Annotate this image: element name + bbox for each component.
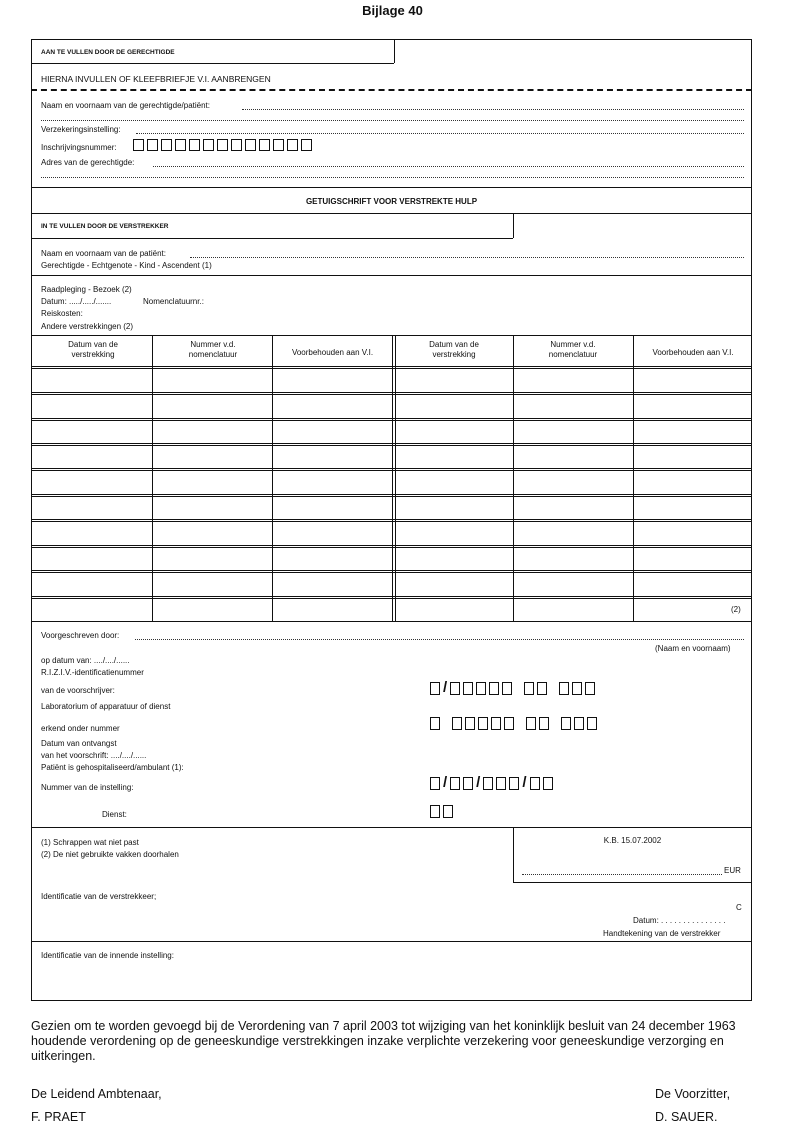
inschrijving-digit-box[interactable]: [175, 139, 186, 151]
table-col-line: [633, 335, 634, 621]
raadpleging-line: Raadpleging - Bezoek (2): [41, 285, 132, 294]
table-header-nummer-2: Nummer v.d. nomenclatuur: [548, 340, 598, 359]
inschrijving-digit-box[interactable]: [217, 139, 228, 151]
footer-right-title: De Voorzitter,: [655, 1087, 731, 1101]
table-col-line: [395, 335, 396, 621]
table-row-line: [31, 418, 752, 419]
patient-field[interactable]: [190, 257, 744, 258]
naam-voornaam-hint: (Naam en voornaam): [655, 644, 731, 653]
divider: [31, 213, 752, 214]
erkend-label: erkend onder nummer: [41, 724, 120, 733]
voorschrijver-label: van de voorschrijver:: [41, 686, 115, 695]
table-row-line: [31, 420, 752, 421]
section-header-gerechtigde: AAN TE VULLEN DOOR DE GERECHTIGDE: [41, 49, 175, 56]
signature-date: Datum: . . . . . . . . . . . . . . .: [633, 916, 726, 925]
inschrijving-boxes[interactable]: [133, 139, 312, 151]
inschrijving-digit-box[interactable]: [259, 139, 270, 151]
divider: [31, 238, 513, 239]
ontvangst-label: Datum van ontvangst: [41, 739, 117, 748]
relation-line: Gerechtigde - Echtgenote - Kind - Ascendent (1): [41, 261, 212, 270]
address-field[interactable]: [153, 166, 744, 167]
riziv-code-boxes[interactable]: /: [430, 682, 595, 696]
table-col-line: [272, 335, 273, 621]
patient-name-label: Naam en voornaam van de gerechtigde/patiënt:: [41, 101, 210, 110]
inschrijving-digit-box[interactable]: [301, 139, 312, 151]
divider: [31, 63, 394, 64]
divider: [31, 275, 752, 276]
instelling-code-boxes[interactable]: / / /: [430, 777, 553, 791]
dashed-divider: [31, 89, 752, 91]
instelling-label: Nummer van de instelling:: [41, 783, 134, 792]
eur-amount-field[interactable]: [522, 874, 722, 875]
riziv-label: R.I.Z.I.V.-identificatienummer: [41, 668, 144, 677]
laboratorium-label: Laboratorium of apparatuur of dienst: [41, 702, 171, 711]
identificatie-verstrekker-label: Identificatie van de verstrekkeer;: [41, 892, 157, 901]
eur-label: EUR: [724, 866, 741, 875]
ontvangst-label-2: van het voorschrift: ..../..../......: [41, 751, 147, 760]
table-row-line: [31, 521, 752, 522]
dienst-label: Dienst:: [102, 810, 127, 819]
section-header-verstrekker: IN TE VULLEN DOOR DE VERSTREKKER: [41, 223, 169, 230]
inschrijving-digit-box[interactable]: [231, 139, 242, 151]
table-row-line: [31, 572, 752, 573]
insurer-label: Verzekeringsinstelling:: [41, 125, 121, 134]
note-2: (2) De niet gebruikte vakken doorhalen: [41, 850, 179, 859]
datum-line: Datum: ...../...../.......: [41, 297, 112, 306]
table-footnote-mark: (2): [731, 605, 741, 614]
divider: [513, 213, 514, 238]
certificate-title: GETUIGSCHRIFT VOOR VERSTREKTE HULP: [305, 197, 478, 206]
table-row-line: [31, 596, 752, 597]
table-header-voorbehouden-2: Voorbehouden aan V.I.: [652, 348, 734, 357]
patient-name-field-2[interactable]: [41, 120, 744, 121]
signature-label: Handtekening van de verstrekker: [603, 929, 721, 938]
inschrijving-digit-box[interactable]: [273, 139, 284, 151]
inschrijving-digit-box[interactable]: [287, 139, 298, 151]
sticker-instruction: HIERNA INVULLEN OF KLEEFBRIEFJE V.I. AANBRENGEN: [41, 74, 271, 84]
divider: [31, 827, 752, 828]
insurer-field[interactable]: [136, 133, 744, 134]
erkend-code-boxes[interactable]: [430, 717, 597, 730]
inschrijving-digit-box[interactable]: [189, 139, 200, 151]
divider: [31, 187, 752, 188]
page-title: Bijlage 40: [362, 3, 423, 18]
footer-decree-text: Gezien om te worden gevoegd bij de Verordening van 7 april 2003 tot wijziging van het koninklijk besluit van 24 december 1963 houdende verordening op de geneeskundige verstrekkingen inzake verplichte verzekering voor geneeskundige verzorging en uitkeringen.: [31, 1019, 736, 1063]
table-row-line: [31, 545, 752, 546]
table-row-line: [31, 443, 752, 444]
gehospitaliseerd-label: Patiënt is gehospitaliseerd/ambulant (1):: [41, 763, 184, 772]
footer-left-title: De Leidend Ambtenaar,: [31, 1087, 162, 1101]
table-col-line: [513, 335, 514, 621]
table-header-datum-2: Datum van de verstrekking: [429, 340, 479, 359]
address-field-2[interactable]: [41, 177, 744, 178]
patient-label: Naam en voornaam van de patiënt:: [41, 249, 166, 258]
table-row-line: [31, 494, 752, 495]
divider: [31, 941, 752, 942]
note-1: (1) Schrappen wat niet past: [41, 838, 139, 847]
inschrijving-digit-box[interactable]: [161, 139, 172, 151]
inschrijving-digit-box[interactable]: [203, 139, 214, 151]
table-row-line: [31, 470, 752, 471]
table-row-line: [31, 392, 752, 393]
table-header-datum: Datum van de verstrekking: [68, 340, 118, 359]
voorgeschreven-field[interactable]: [135, 639, 744, 640]
voorgeschreven-label: Voorgeschreven door:: [41, 631, 120, 640]
table-row-line: [31, 547, 752, 548]
inschrijving-digit-box[interactable]: [245, 139, 256, 151]
inschrijving-digit-box[interactable]: [133, 139, 144, 151]
divider: [394, 39, 395, 63]
patient-name-field[interactable]: [242, 109, 744, 110]
table-row-line: [31, 445, 752, 446]
table-header-nummer: Nummer v.d. nomenclatuur: [188, 340, 238, 359]
inschrijving-digit-box[interactable]: [147, 139, 158, 151]
divider: [513, 882, 752, 883]
dienst-code-boxes[interactable]: [430, 805, 453, 818]
table-header-voorbehouden: Voorbehouden aan V.I.: [291, 348, 374, 357]
andere-line: Andere verstrekkingen (2): [41, 322, 134, 331]
table-bottom: [31, 621, 752, 622]
footer-right-name: D. SAUER.: [655, 1110, 718, 1124]
table-row-line: [31, 570, 752, 571]
kb-reference: K.B. 15.07.2002: [603, 836, 662, 845]
address-label: Adres van de gerechtigde:: [41, 158, 135, 167]
nomenclatuur-line: Nomenclatuurnr.:: [143, 297, 204, 306]
table-row-line: [31, 394, 752, 395]
inschrijving-label: Inschrijvingsnummer:: [41, 143, 117, 152]
table-row-line: [31, 366, 752, 367]
c-mark: C: [736, 903, 742, 912]
table-row-line: [31, 368, 752, 369]
table-col-line: [392, 335, 393, 621]
table-row-line: [31, 519, 752, 520]
table-row-line: [31, 468, 752, 469]
table-row-line: [31, 496, 752, 497]
footer-left-name: F. PRAET: [31, 1110, 86, 1124]
identificatie-instelling-label: Identificatie van de innende instelling:: [41, 951, 174, 960]
reiskosten-line: Reiskosten:: [41, 309, 83, 318]
table-row-line: [31, 598, 752, 599]
table-col-line: [152, 335, 153, 621]
op-datum-line: op datum van: ..../..../......: [41, 656, 130, 665]
